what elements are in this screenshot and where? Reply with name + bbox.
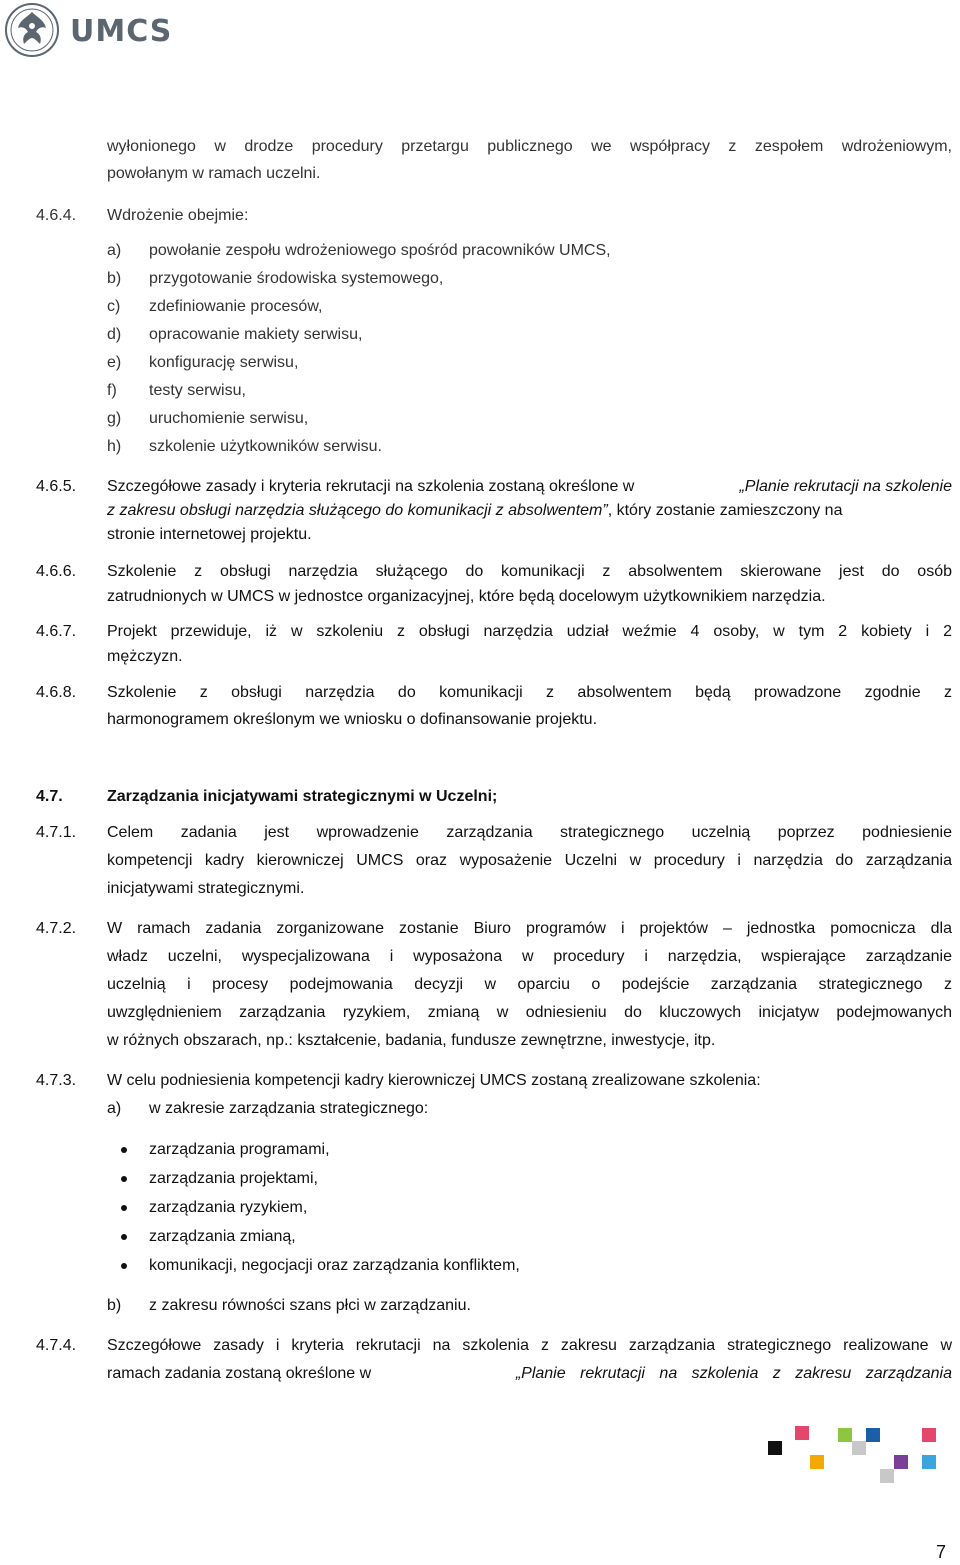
section-number: 4.6.6. [36,563,77,580]
list-item: szkolenie użytkowników serwisu. [149,438,382,455]
decorative-square [810,1455,824,1469]
paragraph-line: Szkolenie z obsługi narzędzia służącego do komunikacji z absolwentem skierowane jest do osób [107,563,952,580]
section-number: 4.7.3. [36,1072,77,1089]
decorative-square [852,1441,866,1455]
list-label: c) [107,298,121,315]
paragraph-line: Celem zadania jest wprowadzenie zarządzania strategicznego uczelnią poprzez podniesienie [107,824,952,841]
bullet-item: zarządzania projektami, [149,1170,318,1187]
decorative-square [768,1441,782,1455]
italic-title: z zakresu obsługi narzędzia służącego do komunikacji z absolwentem” [107,502,608,519]
list-label: a) [107,242,122,259]
list-item: w zakresie zarządzania strategicznego: [149,1100,429,1117]
paragraph-line: mężczyzn. [107,648,183,665]
list-item: opracowanie makiety serwisu, [149,326,363,343]
list-item: zdefiniowanie procesów, [149,298,323,315]
paragraph-line [107,1364,952,1384]
section-number: 4.6.4. [36,207,77,224]
section-number: 4.7. [36,788,63,805]
bullet-item: zarządzania ryzykiem, [149,1199,308,1216]
list-label: b) [107,1297,122,1314]
intro-line: wyłonionego w drodze procedury przetargu publicznego we współpracy z zespołem wdrożeniowym, [107,138,952,155]
decorative-square [922,1428,936,1442]
paragraph-line: kompetencji kadry kierowniczej UMCS oraz wyposażenie Uczelni w procedury i narzędzia do zarządzania [107,852,952,869]
list-label: b) [107,270,122,287]
paragraph-line [107,501,842,521]
list-item: konfigurację serwisu, [149,354,299,371]
list-item: powołanie zespołu wdrożeniowego spośród pracowników UMCS, [149,242,611,259]
decorative-square [795,1426,809,1440]
list-label: f) [107,382,117,399]
list-item: testy serwisu, [149,382,246,399]
list-item: z zakresu równości szans płci w zarządzaniu. [149,1297,471,1314]
bullet-icon [121,1205,127,1211]
paragraph-line: Szkolenie z obsługi narzędzia do komunikacji z absolwentem będą prowadzone zgodnie z [107,684,952,701]
decorative-square [880,1469,894,1483]
paragraph-line: uczelnią i procesy podejmowania decyzji w oparciu o podejście zarządzania strategicznego z [107,976,952,993]
paragraph-line: harmonogramem określonym we wniosku o dofinansowanie projektu. [107,711,598,728]
list-label: h) [107,438,122,455]
paragraph-line: w różnych obszarach, np.: kształcenie, badania, fundusze zewnętrzne, inwestycje, itp. [107,1032,716,1049]
section-number: 4.7.2. [36,920,77,937]
text-run: ramach zadania zostaną określone w [107,1365,372,1382]
intro-line: powołanym w ramach uczelni. [107,165,321,182]
bullet-icon [121,1234,127,1240]
paragraph-line: zatrudnionych w UMCS w jednostce organizacyjnej, które będą docelowym użytkownikiem narzędzia. [107,588,826,605]
text-run: Szczegółowe zasady i kryteria rekrutacji na szkolenia zostaną określone w [107,478,635,495]
decorative-square [866,1428,880,1442]
decorative-square [894,1455,908,1469]
logo-text: UMCS [70,13,173,49]
paragraph-line: władz uczelni, wyspecjalizowana i wyposażona w procedury i narzędzia, wspierające zarządzanie [107,948,952,965]
list-label: g) [107,410,122,427]
section-number: 4.6.7. [36,623,77,640]
section-number: 4.6.5. [36,478,77,495]
section-title: Wdrożenie obejmie: [107,207,249,224]
paragraph-line [107,477,952,497]
paragraph-line: uwzględnieniem zarządzania ryzykiem, zmianą w odniesieniu do kluczowych inicjatyw podejmowanych [107,1004,952,1021]
university-crest-icon [4,2,60,58]
list-item: przygotowanie środowiska systemowego, [149,270,444,287]
paragraph-line: W ramach zadania zorganizowane zostanie Biuro programów i projektów – jednostka pomocnicza dla [107,920,952,937]
list-item: uruchomienie serwisu, [149,410,309,427]
umcs-logo [4,2,172,58]
paragraph-line: Szczegółowe zasady i kryteria rekrutacji na szkolenia z zakresu zarządzania strategicznego realizowane w [107,1337,952,1354]
bullet-icon [121,1263,127,1269]
bullet-item: komunikacji, negocjacji oraz zarządzania konfliktem, [149,1257,520,1274]
section-heading: Zarządzania inicjatywami strategicznymi w Uczelni; [107,788,498,805]
bullet-icon [121,1176,127,1182]
paragraph-line: stronie internetowej projektu. [107,526,312,543]
section-number: 4.7.4. [36,1337,77,1354]
section-title: W celu podniesienia kompetencji kadry kierowniczej UMCS zostaną zrealizowane szkolenia: [107,1072,761,1089]
list-label: a) [107,1100,122,1117]
paragraph-line: inicjatywami strategicznymi. [107,880,305,897]
paragraph-line: Projekt przewiduje, iż w szkoleniu z obsługi narzędzia udział weźmie 4 osoby, w tym 2 kobiety i 2 [107,623,952,640]
bullet-item: zarządzania programami, [149,1141,330,1158]
text-run: , który zostanie zamieszczony na [607,502,843,519]
list-label: e) [107,354,122,371]
bullet-icon [121,1147,127,1153]
decorative-square [838,1428,852,1442]
italic-title: „Planie rekrutacji na szkolenia z zakresu zarządzania [515,1365,952,1382]
section-number: 4.7.1. [36,824,77,841]
decorative-square [922,1455,936,1469]
page-number: 7 [935,1542,946,1562]
list-label: d) [107,326,122,343]
section-number: 4.6.8. [36,684,77,701]
italic-title: „Planie rekrutacji na szkolenie [739,478,952,495]
bullet-item: zarządzania zmianą, [149,1228,296,1245]
